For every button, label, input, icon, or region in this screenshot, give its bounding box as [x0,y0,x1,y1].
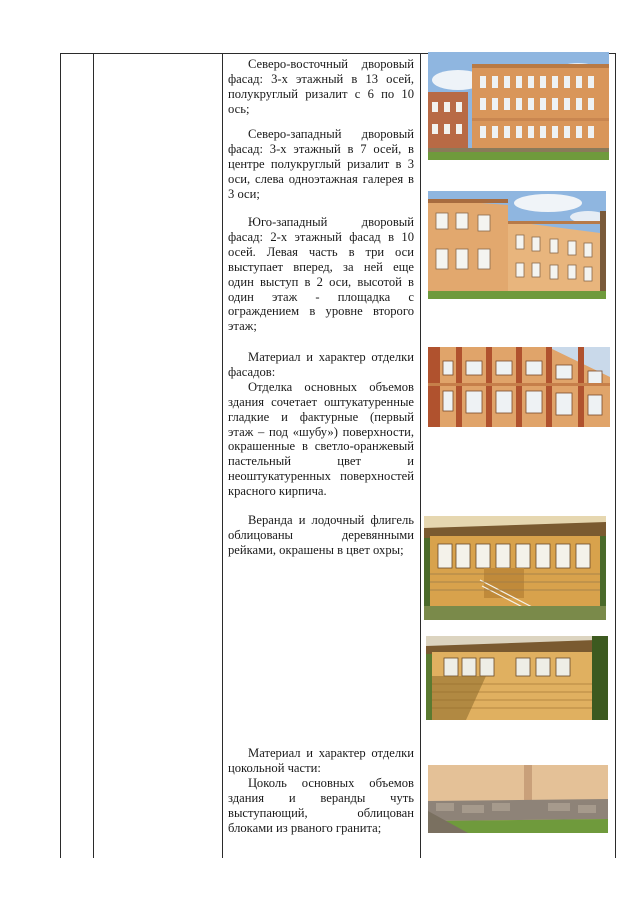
ne-facade-text [228,57,414,117]
photo-plinth-image [428,765,608,833]
veranda-text [228,513,414,558]
facade-material-title: Материал и характер отделки фасадов: [228,350,414,379]
sw-facade-paragraph: Юго-западный дворовый фасад: 2-х этажный фасад в 10 осей. Левая часть в три оси выступает вперед, за ней еще один выступ в 2 оси, высотой в один этаж - площадка с ограждением в уровне второго этаж; [228,215,414,334]
photo-plinth [428,765,608,833]
photo-veranda [424,516,606,620]
photo-sw-facade-image [428,191,606,299]
facade-material-text [228,350,414,499]
photo-facade-detail-image [428,347,610,427]
veranda-paragraph: Веранда и лодочный флигель облицованы деревянными рейками, окрашены в цвет охры; [228,513,414,557]
photo-ne-facade [428,52,609,160]
plinth-title: Материал и характер отделки цокольной части: [228,746,414,775]
photo-veranda-corner-image [426,636,608,720]
nw-facade-paragraph: Северо-западный дворовый фасад: 3-х этажный в 7 осей, в центре полукруглый ризалит в 3 оси, слева одноэтажная галерея в 3 оси; [228,127,414,201]
nw-facade-text [228,127,414,202]
facade-material-body: Отделка основных объемов здания сочетает оштукатуренные гладкие и фактурные (первый этаж – под «шубу») поверхности, окрашенные в светло-оранжевый пастельный цвет и неоштукатуренных поверхностей красного кирпича. [228,379,414,499]
table-left-rule [60,53,61,858]
ne-facade-paragraph: Северо-восточный дворовый фасад: 3-х этажный в 13 осей, полукруглый ризалит с 6 по 10 ось; [228,57,414,116]
photo-sw-facade [428,191,606,299]
photo-ne-facade-image [428,52,609,160]
plinth-body: Цоколь основных объемов здания и веранды чуть выступающий, облицован блоками из рваного гранита; [228,775,414,835]
column-rule-2 [222,53,223,858]
photo-veranda-image [424,516,606,620]
column-rule-1 [93,53,94,858]
photo-veranda-corner [426,636,608,720]
photo-facade-detail [428,347,610,427]
plinth-text [228,746,414,835]
table-right-rule [615,53,616,858]
sw-facade-text [228,215,414,334]
column-rule-3 [420,53,421,858]
